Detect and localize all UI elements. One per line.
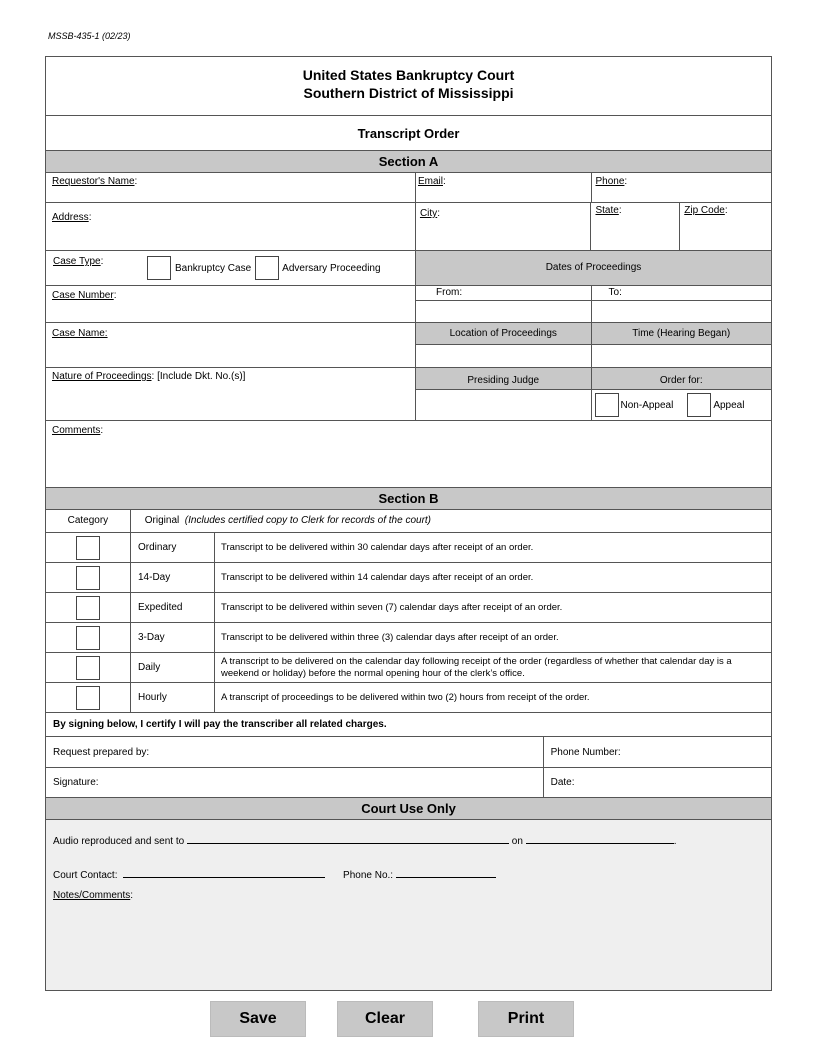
location-field[interactable]: Location of Proceedings	[416, 323, 592, 367]
case-number-field[interactable]: Case Number:	[46, 286, 416, 322]
court-header	[46, 57, 771, 116]
category-checkbox[interactable]	[76, 656, 100, 680]
category-checkbox[interactable]	[76, 596, 100, 620]
category-description: A transcript of proceedings to be delivered within two (2) hours from receipt of the order.	[221, 691, 590, 703]
audio-recipient-field[interactable]	[187, 843, 509, 844]
nature-of-proceedings-field[interactable]: Nature of Proceedings: [Include Dkt. No.(s)]	[46, 368, 416, 420]
email-field[interactable]: Email:	[416, 173, 592, 202]
page-title: Transcript Order	[46, 116, 771, 151]
order-for-field: Order for: Non-Appeal Appeal	[592, 368, 772, 420]
category-cell	[46, 563, 131, 592]
category-description: Transcript to be delivered within three (3) calendar days after receipt of an order.	[221, 631, 559, 643]
notes-comments-label: Notes/Comments:	[53, 890, 134, 901]
section-a-header: Section A	[46, 151, 771, 173]
from-date-field[interactable]: From:	[416, 286, 592, 322]
original-column-header: Original (Includes certified copy to Clerk for records of the court)	[144, 515, 432, 526]
court-name: United States Bankruptcy Court	[302, 67, 515, 83]
certify-statement: By signing below, I certify I will pay the transcriber all related charges.	[46, 713, 771, 737]
form-id: MSSB-435-1 (02/23)	[48, 31, 131, 41]
category-cell	[46, 623, 131, 652]
signature-field[interactable]: Signature:	[46, 768, 544, 797]
audio-line: Audio reproduced and sent to on .	[53, 836, 677, 847]
save-button[interactable]: Save	[210, 1001, 306, 1037]
category-cell	[46, 653, 131, 682]
phone-number-field[interactable]: Phone Number:	[550, 746, 621, 758]
transcript-order-form	[45, 56, 772, 991]
state-field[interactable]: State:	[591, 203, 680, 250]
category-list	[46, 533, 771, 713]
appeal-label: Appeal	[713, 399, 745, 411]
audio-date-field[interactable]	[526, 843, 674, 844]
court-contact-line: Court Contact: Phone No.:	[53, 870, 496, 881]
category-checkbox[interactable]	[76, 686, 100, 710]
category-name: Expedited	[131, 593, 215, 622]
category-cell	[46, 683, 131, 712]
category-checkbox[interactable]	[76, 626, 100, 650]
table-row	[46, 593, 771, 623]
address-field[interactable]: Address:	[46, 203, 416, 250]
court-use-area	[46, 820, 771, 990]
category-description: Transcript to be delivered within 30 calendar days after receipt of an order.	[221, 541, 534, 553]
table-row	[46, 653, 771, 683]
action-buttons	[0, 1001, 816, 1037]
appeal-checkbox[interactable]	[687, 393, 711, 417]
category-checkbox[interactable]	[76, 566, 100, 590]
category-checkbox[interactable]	[76, 536, 100, 560]
category-name: 14-Day	[131, 563, 215, 592]
dates-of-proceedings-header: Dates of Proceedings	[416, 251, 771, 285]
requestor-name-field[interactable]: Requestor's Name:	[46, 173, 416, 202]
request-prepared-by-field[interactable]: Request prepared by:	[46, 737, 544, 767]
time-field[interactable]: Time (Hearing Began)	[592, 323, 772, 367]
case-type-field: Case Type: Bankruptcy Case Adversary Proceeding	[46, 251, 416, 285]
bankruptcy-case-checkbox[interactable]	[147, 256, 171, 280]
comments-field[interactable]: Comments:	[46, 421, 771, 488]
category-name: Hourly	[131, 683, 215, 712]
category-name: Daily	[131, 653, 215, 682]
section-b-header: Section B	[46, 488, 771, 510]
district-name: Southern District of Mississippi	[303, 85, 514, 101]
presiding-judge-field[interactable]: Presiding Judge	[416, 368, 592, 420]
non-appeal-label: Non-Appeal	[620, 399, 674, 411]
city-field[interactable]: City:	[416, 203, 592, 250]
category-description: A transcript to be delivered on the calendar day following receipt of the order (regardless of whether that calendar day is a weekend or holiday) before the normal opening hour of the clerk’s office.	[221, 655, 732, 679]
adversary-proceeding-checkbox[interactable]	[255, 256, 279, 280]
phone-field[interactable]: Phone:	[595, 176, 628, 187]
section-b-column-headers	[46, 510, 771, 533]
court-contact-field[interactable]	[123, 877, 325, 878]
category-cell	[46, 593, 131, 622]
table-row	[46, 623, 771, 653]
court-phone-field[interactable]	[396, 877, 496, 878]
non-appeal-checkbox[interactable]	[595, 393, 619, 417]
clear-button[interactable]: Clear	[337, 1001, 433, 1037]
to-date-field[interactable]: To:	[592, 286, 772, 322]
court-use-header: Court Use Only	[46, 798, 771, 820]
category-cell	[46, 533, 131, 562]
print-button[interactable]: Print	[478, 1001, 574, 1037]
category-name: Ordinary	[131, 533, 215, 562]
table-row	[46, 563, 771, 593]
date-field[interactable]: Date:	[550, 777, 575, 788]
table-row	[46, 683, 771, 713]
category-name: 3-Day	[131, 623, 215, 652]
zip-code-field[interactable]: Zip Code:	[684, 205, 728, 216]
table-row	[46, 533, 771, 563]
case-name-field[interactable]: Case Name:	[46, 323, 416, 367]
adversary-proceeding-label: Adversary Proceeding	[282, 262, 381, 274]
bankruptcy-case-label: Bankruptcy Case	[175, 262, 252, 274]
category-description: Transcript to be delivered within 14 calendar days after receipt of an order.	[221, 571, 534, 583]
category-description: Transcript to be delivered within seven (7) calendar days after receipt of an order.	[221, 601, 563, 613]
category-column-header: Category	[46, 510, 131, 532]
